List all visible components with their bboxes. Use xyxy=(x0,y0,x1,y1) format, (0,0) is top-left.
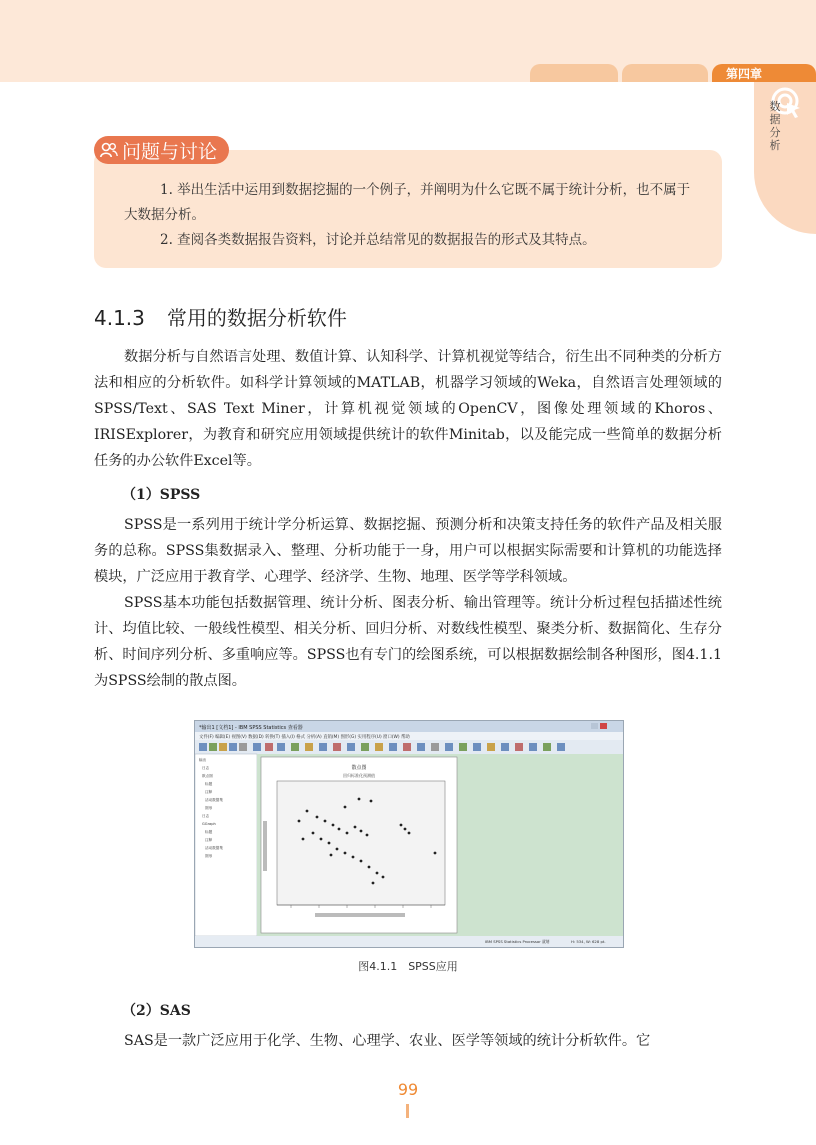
y-axis-label xyxy=(263,821,267,871)
chapter-tab-current[interactable]: 第四章 xyxy=(712,64,816,82)
spss-window xyxy=(195,721,623,947)
tree-item: GGraph xyxy=(202,822,216,826)
page-marker xyxy=(406,1104,409,1118)
tree-item: 输出 xyxy=(199,758,207,762)
tree-item: 标题 xyxy=(205,782,213,786)
window-title: *输出1 [文档1] - IBM SPSS Statistics 查看器 xyxy=(199,725,303,731)
status-bar-text: IBM SPSS Statistics Processor 就绪 xyxy=(485,939,550,944)
paragraph: SPSS基本功能包括数据管理、统计分析、图表分析、输出管理等。统计分析过程包括描述性统计、均值比较、一般线性模型、相关分析、回归分析、对数线性模型、聚类分析、数据简化、生存分析、时间序列分析、多重响应等。SPSS也有专门的绘图系统，可以根据数据绘制各种图形，图4.1.1为SPSS绘制的散点图。 xyxy=(94,595,722,689)
status-bar-size: H: 534, W: 628 pt. xyxy=(571,939,606,944)
chapter-tab-previous[interactable] xyxy=(622,64,708,82)
discussion-text xyxy=(124,178,694,253)
spss-paragraphs xyxy=(94,512,722,694)
menu-bar[interactable]: 文件(F) 编辑(E) 视图(V) 数据(D) 转换(T) 插入(I) 格式 分析(A) 直销(M) 图形(G) 实用程序(U) 窗口(W) 帮助 xyxy=(199,735,410,740)
tree-item: 图形 xyxy=(205,806,213,810)
side-label: 数据分析 xyxy=(769,100,781,152)
page-number: 99 xyxy=(397,1080,419,1099)
x-axis-label xyxy=(315,913,405,917)
intro-paragraph xyxy=(94,344,722,474)
tree-item: 日志 xyxy=(202,814,210,818)
spss-screenshot xyxy=(194,720,624,948)
tree-item: 活动数据集 xyxy=(205,798,223,802)
sas-paragraph xyxy=(94,1028,722,1054)
sas-heading: （2）SAS xyxy=(122,1003,191,1019)
chapter-tab-previous[interactable] xyxy=(530,64,618,82)
person-icon xyxy=(100,142,118,158)
figure-caption: 图4.1.1 SPSS应用 xyxy=(358,960,458,973)
section-title: 常用的数据分析软件 xyxy=(166,306,347,330)
tree-item: 标题 xyxy=(205,830,213,834)
section-number: 4.1.3 xyxy=(94,306,145,330)
tree-item: 活动数据集 xyxy=(205,846,223,850)
discussion-label xyxy=(94,136,229,164)
paragraph: SPSS是一系列用于统计学分析运算、数据挖掘、预测分析和决策支持任务的软件产品及相关服务的总称。SPSS集数据录入、整理、分析功能于一身，用户可以根据实际需要和计算机的功能选择模块，广泛应用于教育学、心理学、经济学、生物、地理、医学等学科领域。 xyxy=(94,517,722,585)
chart-title: 散点图 xyxy=(351,765,367,771)
chapter-tabs xyxy=(526,64,816,82)
discussion-item: 2. 查阅各类数据报告资料，讨论并总结常见的数据报告的形式及其特点。 xyxy=(160,232,596,248)
close-icon[interactable] xyxy=(600,723,607,729)
tree-item: 图形 xyxy=(205,854,213,858)
discussion-item: 1. 举出生活中运用到数据挖掘的一个例子，并阐明为什么它既不属于统计分析，也不属于大数据分析。 xyxy=(124,182,691,223)
maximize-icon[interactable] xyxy=(591,723,598,729)
paragraph: SAS是一款广泛应用于化学、生物、心理学、农业、医学等领域的统计分析软件。它 xyxy=(124,1033,651,1049)
tree-item: 散点图 xyxy=(202,774,213,778)
tree-item: 注释 xyxy=(205,790,213,794)
tree-item: 日志 xyxy=(202,766,210,770)
chart-subtitle: 回归标准化预测值 xyxy=(343,773,375,778)
spss-heading: （1）SPSS xyxy=(122,487,201,503)
tree-item: 注释 xyxy=(205,838,213,842)
paragraph: 数据分析与自然语言处理、数值计算、认知科学、计算机视觉等结合，衍生出不同种类的分析方法和相应的分析软件。如科学计算领域的MATLAB，机器学习领域的Weka，自然语言处理领域的SPSS/Text、SAS Text Miner，计算机视觉领域的OpenCV，图像处理领域的Khoros、IRISExplorer，为教育和研究应用领域提供统计的软件Minitab，以及能完成一些简单的数据分析任务的办公软件Excel等。 xyxy=(94,349,722,469)
plot-area xyxy=(277,781,445,905)
discussion-title: 问题与讨论 xyxy=(122,140,218,163)
section-heading xyxy=(94,302,347,331)
